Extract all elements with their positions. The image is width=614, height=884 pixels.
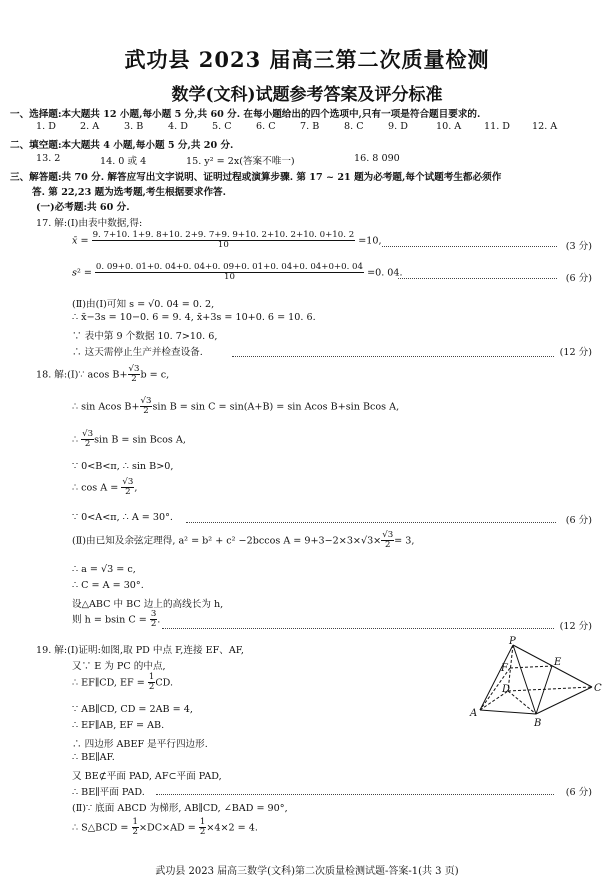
fill-answer: 16. 8 090 [354,153,400,164]
choice-answer: 11. D [484,121,510,132]
q19-line: ∴ 四边形 ABEF 是平行四边形. [72,739,208,750]
q19-line: (Ⅱ)∵ 底面 ABCD 为梯形, AB∥CD, ∠BAD = 90°, [72,803,288,814]
section-fill-header: 二、填空题:本大题共 4 小题,每小题 5 分,共 20 分. [10,140,234,151]
choice-answer: 6. C [256,121,276,132]
label-f: F [501,663,508,674]
pyramid-figure [468,636,604,728]
page-subtitle: 数学(文科)试题参考答案及评分标准 [171,85,443,105]
score: (6 分) [565,273,592,284]
fill-answer: 14. 0 或 4 [100,156,147,167]
score: (6 分) [565,515,592,526]
q18-line: 则 h = bsin C = $\frac{3}{2}$ . [72,609,161,630]
label-p: P [509,636,516,647]
choice-answer: 1. D [36,121,56,132]
q17-line: ∵ 表中第 9 个数据 10. 7>10. 6, [72,331,218,342]
q17-line: ∴ 这天需停止生产并检查设备. [72,347,203,358]
choice-answer: 10. A [436,121,462,132]
q18-line: 18. 解:(Ⅰ)∵ acos B+ $\frac{√3}{2}$ b = c, [36,364,170,385]
q18-line: (Ⅱ)由已知及余弦定理得, a² = b² + c² −2bccos A = 9+3−2×3×√3× $\frac{√3}{2}$ = 3, [72,530,415,551]
q19-line: ∴ EF∥CD, EF = $\frac{1}{2}$ CD. [72,672,174,693]
choice-answer: 3. B [124,121,144,132]
choice-answer: 2. A [80,121,100,132]
page-footer: 武功县 2023 届高三数学(文科)第二次质量检测试题-答案-1(共 3 页) [155,866,459,877]
edge-bc [536,687,592,714]
fill-answer: 13. 2 [36,153,61,164]
score: (6 分) [565,787,592,798]
q17-xbar: x̄ = $\frac{9. 7+10. 1+9. 8+10. 2+9. 7+9. 9+10. 2+10. 2+10. 0+10. 2}{10}$ =10, [72,230,382,251]
q18-line: ∴ C = A = 30°. [72,580,144,591]
segment-fe [510,666,552,668]
score: (3 分) [565,241,592,252]
choice-answer: 5. C [212,121,232,132]
q18-line: ∴ $\frac{√3}{2}$ sin B = sin Bcos A, [72,429,186,450]
q17-variance: s² = $\frac{0. 09+0. 01+0. 04+0. 04+0. 09+0. 01+0. 04+0. 04+0+0. 04}{10}$ =0. 04. [72,262,403,283]
label-c: C [594,683,602,694]
q17-line: ∴ x̄−3s = 10−0. 6 = 9. 4, x̄+3s = 10+0. 6 = 10. 6. [72,312,316,323]
q19-line: 又∵ E 为 PC 的中点, [72,661,166,672]
choice-answer: 7. B [300,121,320,132]
q18-line: 设△ABC 中 BC 边上的高线长为 h, [72,599,224,610]
label-e: E [554,657,562,668]
q18-line: ∴ sin Acos B+ $\frac{√3}{2}$ sin B = sin C = sin(A+B) = sin Acos B+sin Bcos A, [72,396,400,417]
choice-answer: 9. D [388,121,408,132]
choice-answer: 8. C [344,121,364,132]
q19-line: ∴ S△BCD = $\frac{1}{2}$ ×DC×AD = $\frac{1}{2}$ ×4×2 = 4. [72,817,258,838]
label-d: D [502,684,511,695]
label-a: A [470,708,478,719]
q18-line: ∵ 0<B<π, ∴ sin B>0, [72,461,174,472]
q19-line: 又 BE⊄平面 PAD, AF⊂平面 PAD, [72,771,222,782]
label-b: B [534,718,542,728]
section-required-header: (一)必考题:共 60 分. [36,202,130,213]
q19-line: ∴ BE∥AF. [72,752,115,763]
choice-answer: 4. D [168,121,188,132]
score: (12 分) [559,347,592,358]
score: (12 分) [559,621,592,632]
q17-line: (Ⅱ)由(Ⅰ)可知 s = √0. 04 = 0. 2, [72,299,215,310]
q18-line: ∴ cos A = $\frac{√3}{2}$ , [72,477,138,498]
q18-line: ∵ 0<A<π, ∴ A = 30°. [72,512,173,523]
choice-answer: 12. A [532,121,558,132]
fill-answer: 15. y² = 2x(答案不唯一) [186,156,295,167]
q19-line: ∴ BE∥平面 PAD. [72,787,145,798]
q17-line: 17. 解:(Ⅰ)由表中数据,得: [36,218,143,229]
q18-line: ∴ a = √3 = c, [72,564,136,575]
edge-dc [508,687,592,691]
section-solution-header-cont: 答. 第 22,23 题为选考题,考生根据要求作答. [32,187,226,198]
section-solution-header: 三、解答题:共 70 分. 解答应写出文字说明、证明过程或演算步骤. 第 17 ~ 21 题为必考题,每个试题考生都必须作 [10,172,502,183]
q19-line: 19. 解:(Ⅰ)证明:如图,取 PD 中点 F,连接 EF、AF, [36,645,244,656]
page-title: 武功县 2023 届高三第二次质量检测 [124,47,490,72]
q19-line: ∴ EF∥AB, EF = AB. [72,720,165,731]
section-choice-header: 一、选择题:本大题共 12 小题,每小题 5 分,共 60 分. 在每小题给出的四个选项中,只有一项是符合题目要求的. [10,109,481,120]
edge-pa [480,645,513,710]
q19-line: ∵ AB∥CD, CD = 2AB = 4, [72,704,193,715]
edge-ab [480,710,536,714]
